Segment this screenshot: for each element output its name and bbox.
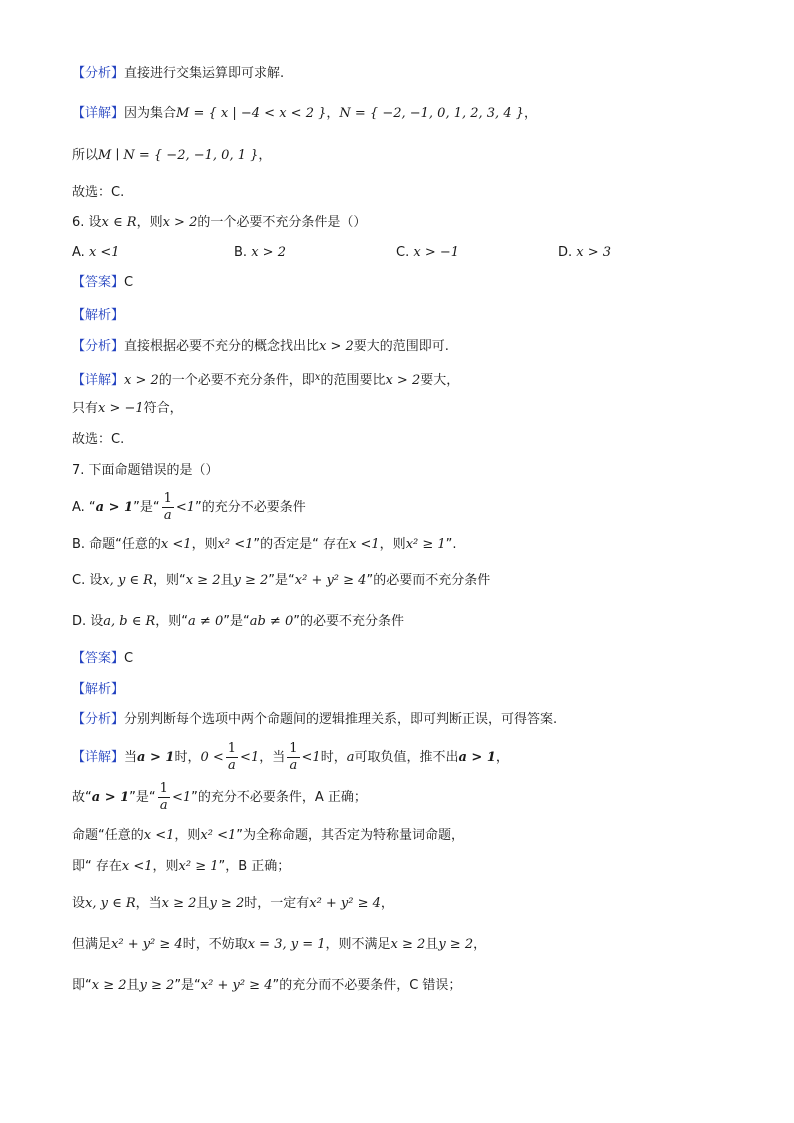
math-expr: x = 3, y = 1 bbox=[247, 937, 326, 952]
option-label: A. bbox=[72, 245, 85, 260]
math-expr: x² ≥ 1 bbox=[178, 859, 219, 874]
math-expr: x ≥ 2 bbox=[161, 896, 197, 911]
option-d bbox=[558, 243, 611, 263]
detail-text: 即“ bbox=[72, 978, 92, 993]
detail-text: ”的充分不必要条件，A 正确； bbox=[191, 790, 367, 805]
answer-tag: 【答案】 bbox=[72, 275, 125, 290]
math-expr: x, y ∈ R bbox=[85, 896, 136, 911]
math-expr: x <1 bbox=[121, 859, 153, 874]
detail-tag: 【详解】 bbox=[72, 373, 125, 388]
math-expr: <1 bbox=[240, 750, 260, 765]
detail-text: 命题“任意的 bbox=[72, 828, 144, 843]
detail-text: 时，不妨取 bbox=[182, 937, 248, 952]
detail-line bbox=[72, 104, 537, 124]
answer-value: C bbox=[124, 651, 134, 666]
detail-text: ”是“ bbox=[129, 790, 156, 805]
answer-value: C bbox=[124, 275, 134, 290]
question-6-stem bbox=[72, 213, 366, 233]
detail-text: ”为全称命题，其否定为特称量词命题， bbox=[236, 828, 464, 843]
detail-text: 设 bbox=[72, 896, 86, 911]
result-line bbox=[72, 146, 271, 166]
option-d bbox=[72, 612, 404, 632]
fraction-denominator: a bbox=[289, 758, 298, 773]
math-expr: x <1 bbox=[143, 828, 175, 843]
answer-line bbox=[72, 649, 133, 669]
math-expr: y ≥ 2 bbox=[233, 573, 269, 588]
detail-text: 即“ 存在 bbox=[72, 859, 122, 874]
detail-text: 的一个必要不充分条件，即 bbox=[158, 373, 315, 388]
math-expr: 0 < bbox=[200, 750, 224, 765]
option-c bbox=[396, 243, 459, 263]
solution-heading bbox=[72, 306, 124, 326]
detail-text: 时，一定有 bbox=[244, 896, 310, 911]
detail-text: ，当 bbox=[135, 896, 162, 911]
detail-text: 只有 bbox=[72, 401, 99, 416]
option-text: 且 bbox=[220, 573, 234, 588]
detail-text: 当 bbox=[124, 750, 138, 765]
detail-text: 故“ bbox=[72, 790, 92, 805]
detail-line bbox=[72, 399, 183, 419]
answer-line bbox=[72, 273, 133, 293]
fraction-denominator: a bbox=[163, 508, 172, 523]
detail-text: ， bbox=[380, 896, 394, 911]
math-expr: x, y ∈ R bbox=[102, 573, 153, 588]
detail-text: ， bbox=[473, 937, 487, 952]
detail-text: 可取负值，推不出 bbox=[354, 750, 459, 765]
math-expr: <1 bbox=[171, 790, 192, 805]
math-expr: x > 2 bbox=[124, 373, 159, 388]
analysis-tag: 【分析】 bbox=[72, 66, 125, 81]
result-text: 所以 bbox=[72, 148, 99, 163]
intersection-expr: M ∣ N = { −2, −1, 0, 1 } bbox=[98, 148, 259, 163]
option-a bbox=[72, 488, 306, 528]
option-text: ，则 bbox=[379, 537, 406, 552]
math-expr: x ≥ 2 bbox=[390, 937, 426, 952]
math-expr: a > 1 bbox=[95, 500, 134, 515]
fraction bbox=[226, 741, 238, 774]
analysis-text: 要大的范围即可. bbox=[353, 339, 449, 354]
detail-text: 符合， bbox=[143, 401, 183, 416]
detail-text: ”是“ bbox=[174, 978, 201, 993]
math-expr: x ∈ R bbox=[101, 215, 137, 230]
math-expr: x > 2 bbox=[385, 373, 421, 388]
detail-line bbox=[72, 857, 290, 877]
math-expr: x² <1 bbox=[217, 537, 254, 552]
option-expr: x > −1 bbox=[413, 245, 460, 260]
option-text: ”是“ bbox=[133, 500, 160, 515]
solution-tag: 【解析】 bbox=[72, 682, 125, 697]
analysis-tag: 【分析】 bbox=[72, 339, 125, 354]
detail-text: ， bbox=[495, 750, 509, 765]
detail-line bbox=[72, 976, 461, 996]
math-expr: x > 2 bbox=[319, 339, 354, 354]
detail-text: ，当 bbox=[259, 750, 286, 765]
math-expr: a ≠ 0 bbox=[188, 614, 224, 629]
separator: ， bbox=[258, 148, 272, 163]
separator: ， bbox=[326, 106, 340, 121]
detail-text: ”，B 正确； bbox=[218, 859, 291, 874]
detail-text: 的范围要比 bbox=[320, 373, 386, 388]
separator: ， bbox=[524, 106, 538, 121]
option-expr: x > 2 bbox=[251, 245, 286, 260]
question-7-stem bbox=[72, 461, 219, 481]
math-expr: a bbox=[346, 750, 355, 765]
math-expr: a > 1 bbox=[458, 750, 496, 765]
option-text: ”的必要不充分条件 bbox=[293, 614, 404, 629]
math-expr: x > 2 bbox=[162, 215, 198, 230]
option-b bbox=[234, 243, 286, 263]
analysis-line bbox=[72, 337, 449, 357]
option-expr: x <1 bbox=[88, 245, 120, 260]
math-expr: x² + y² ≥ 4 bbox=[309, 896, 381, 911]
option-label: D. bbox=[558, 245, 573, 260]
detail-line bbox=[72, 826, 464, 846]
detail-text: ”的充分而不必要条件，C 错误； bbox=[272, 978, 462, 993]
answer-tag: 【答案】 bbox=[72, 651, 125, 666]
detail-line bbox=[72, 738, 509, 778]
analysis-text: 分别判断每个选项中两个命题间的逻辑推理关系，即可判断正误，可得答案. bbox=[124, 712, 558, 727]
option-text: ”. bbox=[445, 537, 457, 552]
math-expr: x² <1 bbox=[200, 828, 237, 843]
math-expr: x² + y² ≥ 4 bbox=[200, 978, 273, 993]
analysis-text: 直接根据必要不充分的概念找出比 bbox=[124, 339, 320, 354]
option-text: ”是“ bbox=[268, 573, 295, 588]
stem-text: 7. 下面命题错误的是（） bbox=[72, 463, 219, 478]
analysis-tag: 【分析】 bbox=[72, 712, 125, 727]
detail-text: 时， bbox=[174, 750, 201, 765]
option-b bbox=[72, 535, 457, 555]
detail-text: 因为集合 bbox=[124, 106, 177, 121]
detail-text: 要大， bbox=[420, 373, 460, 388]
math-expr: ab ≠ 0 bbox=[249, 614, 294, 629]
math-expr: x > −1 bbox=[98, 401, 144, 416]
analysis-line bbox=[72, 710, 557, 730]
math-expr: x² ≥ 1 bbox=[405, 537, 446, 552]
option-text: A. “ bbox=[72, 500, 96, 515]
detail-text: 时， bbox=[320, 750, 347, 765]
stem-text: 6. 设 bbox=[72, 215, 102, 230]
choice-line bbox=[72, 430, 124, 450]
stem-text: 的一个必要不充分条件是（） bbox=[197, 215, 367, 230]
math-expr: y ≥ 2 bbox=[139, 978, 175, 993]
math-expr: x bbox=[314, 372, 321, 383]
option-expr: x > 3 bbox=[576, 245, 612, 260]
stem-text: ，则 bbox=[136, 215, 163, 230]
solution-heading bbox=[72, 680, 124, 700]
math-expr: a, b ∈ R bbox=[103, 614, 156, 629]
fraction-denominator: a bbox=[228, 758, 236, 773]
option-text: D. 设 bbox=[72, 614, 104, 629]
detail-tag: 【详解】 bbox=[72, 106, 125, 121]
detail-text: 且 bbox=[196, 896, 210, 911]
set-n-expr: N = { −2, −1, 0, 1, 2, 3, 4 } bbox=[339, 106, 524, 121]
math-expr: x² + y² ≥ 4 bbox=[111, 937, 183, 952]
fraction-numerator: 1 bbox=[163, 491, 172, 506]
detail-text: 且 bbox=[425, 937, 439, 952]
option-text: ，则“ bbox=[152, 573, 186, 588]
detail-line bbox=[72, 778, 367, 818]
math-expr: x <1 bbox=[349, 537, 380, 552]
math-expr: x² + y² ≥ 4 bbox=[294, 573, 367, 588]
option-c bbox=[72, 571, 490, 591]
option-text: ”的必要而不充分条件 bbox=[366, 573, 491, 588]
detail-text: 但满足 bbox=[72, 937, 112, 952]
fraction-numerator: 1 bbox=[227, 741, 237, 756]
analysis-line bbox=[72, 64, 284, 84]
detail-tag: 【详解】 bbox=[72, 750, 125, 765]
choice-line bbox=[72, 183, 124, 203]
math-expr: a > 1 bbox=[91, 790, 130, 805]
math-expr: x <1 bbox=[160, 537, 192, 552]
option-text: B. 命题“任意的 bbox=[72, 537, 161, 552]
math-expr: <1 bbox=[175, 500, 196, 515]
solution-tag: 【解析】 bbox=[72, 308, 125, 323]
option-text: ，则 bbox=[191, 537, 218, 552]
fraction-numerator: 1 bbox=[289, 741, 298, 756]
detail-text: 且 bbox=[126, 978, 140, 993]
analysis-text: 直接进行交集运算即可求解. bbox=[124, 66, 285, 81]
option-text: ，则“ bbox=[155, 614, 189, 629]
set-m-expr: M = { x | −4 < x < 2 } bbox=[176, 106, 327, 121]
option-text: ”是“ bbox=[223, 614, 250, 629]
math-expr: x ≥ 2 bbox=[185, 573, 221, 588]
detail-line bbox=[72, 894, 394, 914]
detail-text: ，则 bbox=[152, 859, 179, 874]
choice-text: 故选：C. bbox=[72, 185, 125, 200]
math-expr: y ≥ 2 bbox=[438, 937, 474, 952]
math-expr: a > 1 bbox=[137, 750, 175, 765]
choice-text: 故选：C. bbox=[72, 432, 125, 447]
option-label: B. bbox=[234, 245, 248, 260]
detail-line bbox=[72, 935, 486, 955]
detail-line bbox=[72, 368, 459, 391]
option-label: C. bbox=[396, 245, 410, 260]
math-expr: y ≥ 2 bbox=[209, 896, 245, 911]
detail-text: ，则 bbox=[174, 828, 201, 843]
detail-text: ，则不满足 bbox=[325, 937, 391, 952]
fraction-numerator: 1 bbox=[159, 781, 168, 796]
fraction-denominator: a bbox=[159, 798, 168, 813]
option-text: C. 设 bbox=[72, 573, 103, 588]
option-a bbox=[72, 243, 120, 263]
fraction bbox=[158, 781, 170, 814]
fraction bbox=[287, 741, 299, 774]
option-text: ”的充分不必要条件 bbox=[195, 500, 306, 515]
option-text: ”的否定是“ 存在 bbox=[253, 537, 350, 552]
fraction bbox=[162, 491, 174, 524]
math-expr: <1 bbox=[301, 750, 321, 765]
math-expr: x ≥ 2 bbox=[91, 978, 127, 993]
